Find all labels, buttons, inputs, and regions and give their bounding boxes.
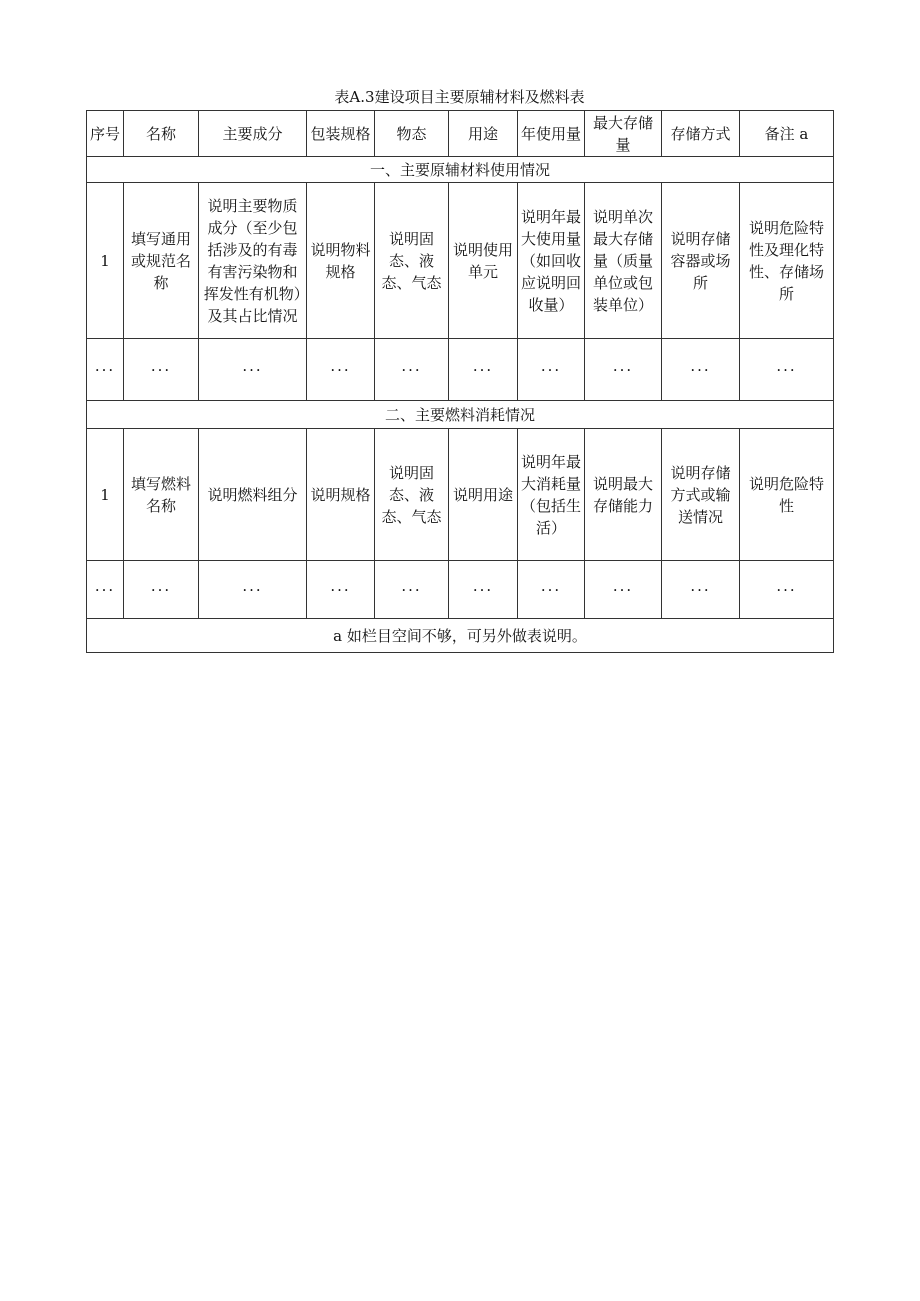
table-cell: ··· <box>307 561 375 619</box>
table-cell: ··· <box>375 339 449 401</box>
section-row <box>87 157 834 183</box>
table-cell: 说明存储容器或场所 <box>662 183 740 339</box>
table-row <box>87 339 834 401</box>
table-cell: ··· <box>740 561 834 619</box>
header-cell-storage-method: 存储方式 <box>662 111 740 157</box>
table-cell: 说明燃料组分 <box>199 429 307 561</box>
materials-fuel-table <box>86 110 834 653</box>
table-cell: 填写通用或规范名称 <box>124 183 199 339</box>
table-cell: ··· <box>449 339 518 401</box>
table-cell: 说明年最大消耗量（包括生活） <box>518 429 585 561</box>
header-cell-remark: 备注 a <box>740 111 834 157</box>
table-cell: 说明存储方式或输送情况 <box>662 429 740 561</box>
table-cell: 说明最大存储能力 <box>585 429 662 561</box>
header-row <box>87 111 834 157</box>
table-cell: 说明固态、液态、气态 <box>375 429 449 561</box>
table-cell: ··· <box>199 561 307 619</box>
table-cell: ··· <box>87 339 124 401</box>
table-cell: 说明单次最大存储量（质量单位或包装单位） <box>585 183 662 339</box>
table-cell: ··· <box>375 561 449 619</box>
table-cell: ··· <box>585 561 662 619</box>
table-row <box>87 183 834 339</box>
table-cell: ··· <box>740 339 834 401</box>
table-cell: ··· <box>585 339 662 401</box>
header-cell-annual-amount: 年使用量 <box>518 111 585 157</box>
section-title-fuel: 二、主要燃料消耗情况 <box>87 401 834 429</box>
table-cell: 说明用途 <box>449 429 518 561</box>
header-cell-composition: 主要成分 <box>199 111 307 157</box>
section-row <box>87 401 834 429</box>
header-cell-index: 序号 <box>87 111 124 157</box>
table-cell: 说明固态、液态、气态 <box>375 183 449 339</box>
header-cell-max-storage: 最大存储量 <box>585 111 662 157</box>
table-cell: ··· <box>124 339 199 401</box>
table-cell: ··· <box>124 561 199 619</box>
header-cell-state: 物态 <box>375 111 449 157</box>
section-title-materials: 一、主要原辅材料使用情况 <box>87 157 834 183</box>
header-cell-usage: 用途 <box>449 111 518 157</box>
table-cell: 说明年最大使用量（如回收应说明回收量） <box>518 183 585 339</box>
footnote-row <box>87 619 834 653</box>
table-cell: 1 <box>87 183 124 339</box>
table-cell: 说明危险特性及理化特性、存储场所 <box>740 183 834 339</box>
table-cell: ··· <box>449 561 518 619</box>
table-cell: 说明物料规格 <box>307 183 375 339</box>
footnote: a 如栏目空间不够，可另外做表说明。 <box>87 619 834 653</box>
table-cell: ··· <box>87 561 124 619</box>
table-cell: 填写燃料名称 <box>124 429 199 561</box>
table-cell: 说明危险特性 <box>740 429 834 561</box>
table-cell: ··· <box>307 339 375 401</box>
table-cell: ··· <box>662 339 740 401</box>
table-cell: ··· <box>662 561 740 619</box>
header-cell-name: 名称 <box>124 111 199 157</box>
table-cell: ··· <box>518 339 585 401</box>
table-cell: ··· <box>518 561 585 619</box>
table-cell: 说明主要物质成分（至少包括涉及的有毒有害污染物和挥发性有机物）及其占比情况 <box>199 183 307 339</box>
table-row <box>87 429 834 561</box>
table-caption: 表A.3建设项目主要原辅材料及燃料表 <box>334 88 585 106</box>
table-row <box>87 561 834 619</box>
table-cell: 说明规格 <box>307 429 375 561</box>
table-cell: 1 <box>87 429 124 561</box>
header-cell-package-spec: 包装规格 <box>307 111 375 157</box>
table-cell: ··· <box>199 339 307 401</box>
table-cell: 说明使用单元 <box>449 183 518 339</box>
